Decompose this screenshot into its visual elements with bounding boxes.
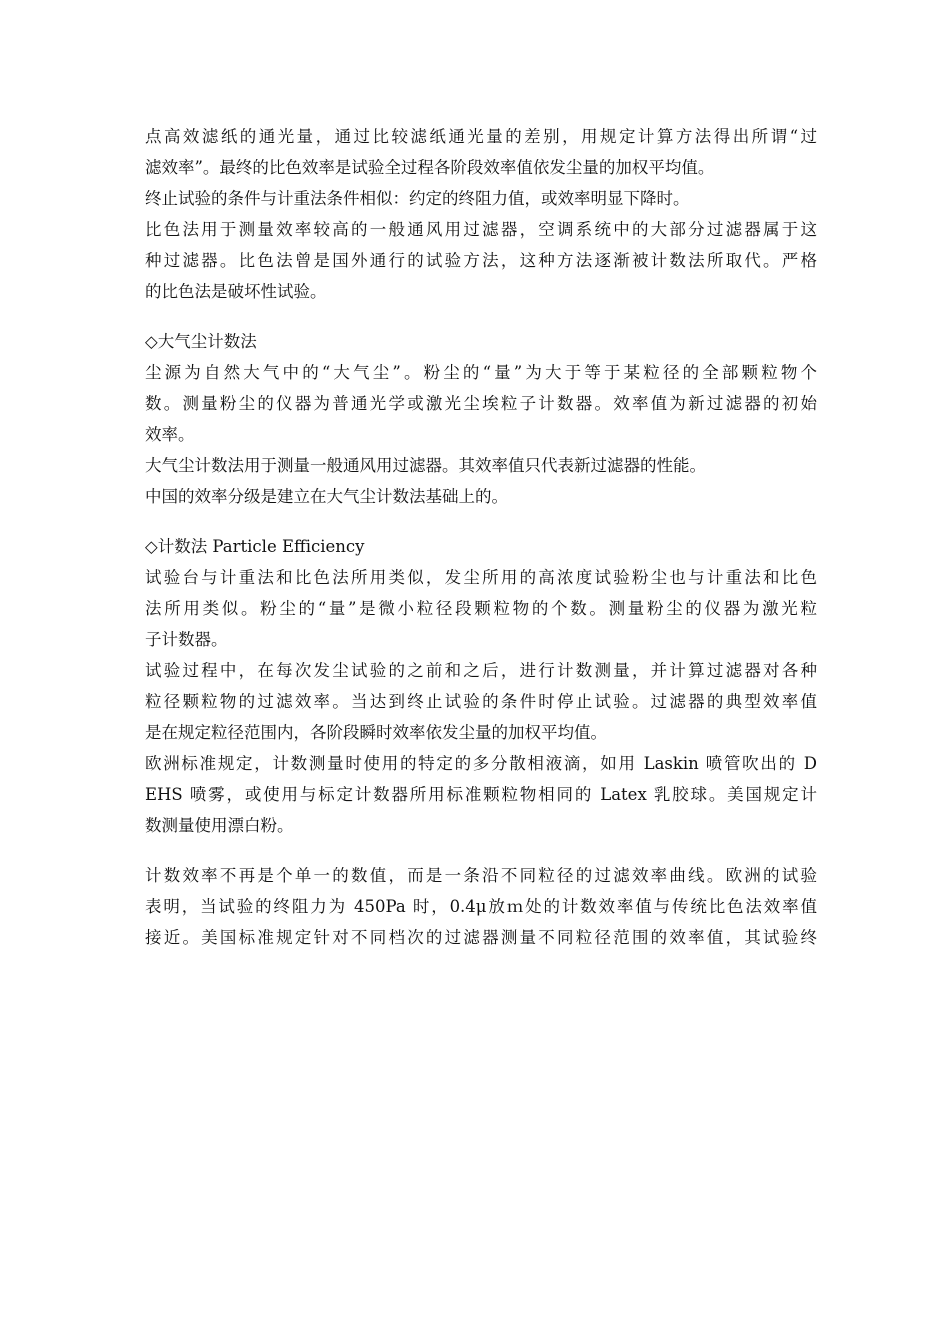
paragraph-termination-condition	[145, 183, 817, 214]
section-heading-particle-efficiency: ◇计数法 Particle Efficiency	[145, 537, 365, 556]
text-line: 比色法用于测量效率较高的一般通风用过滤器，空调系统中的大部分过滤器属于这	[145, 220, 817, 239]
paragraph-count-efficiency-curve	[145, 860, 817, 953]
paragraph-colorimetric-efficiency	[145, 121, 817, 183]
paragraph-spacer	[145, 841, 817, 860]
paragraph-atmospheric-dust-source	[145, 357, 817, 450]
document-body	[145, 121, 817, 953]
text-line: 法所用类似。粉尘的“量”是微小粒径段颗粒物的个数。测量粉尘的仪器为激光粒	[145, 599, 817, 618]
text-line: 接近。美国标准规定针对不同档次的过滤器测量不同粒径范围的效率值，其试验终	[145, 928, 817, 947]
text-line: 试验过程中，在每次发尘试验的之前和之后，进行计数测量，并计算过滤器对各种	[145, 661, 817, 680]
text-line: 数。测量粉尘的仪器为普通光学或激光尘埃粒子计数器。效率值为新过滤器的初始	[145, 394, 817, 413]
text-line: 表明，当试验的终阻力为 450Pa 时，0.4μ放ｍ处的计数效率值与传统比色法效率值	[145, 897, 817, 916]
paragraph-test-rig	[145, 562, 817, 655]
text-line: 子计数器。	[145, 630, 228, 649]
paragraph-spacer	[145, 307, 817, 326]
text-line: 欧洲标准规定，计数测量时使用的特定的多分散相液滴，如用 Laskin 喷管吹出的 D	[145, 754, 817, 773]
paragraph-test-process	[145, 655, 817, 748]
paragraph-atmospheric-dust-usage	[145, 450, 817, 481]
paragraph-china-classification	[145, 481, 817, 512]
text-line: 是在规定粒径范围内，各阶段瞬时效率依发尘量的加权平均值。	[145, 723, 607, 742]
text-line: 计数效率不再是个单一的数值，而是一条沿不同粒径的过滤效率曲线。欧洲的试验	[145, 866, 817, 885]
text-line: 种过滤器。比色法曾是国外通行的试验方法，这种方法逐渐被计数法所取代。严格	[145, 251, 817, 270]
text-line: 终止试验的条件与计重法条件相似：约定的终阻力值，或效率明显下降时。	[145, 189, 690, 208]
text-line: 粒径颗粒物的过滤效率。当达到终止试验的条件时停止试验。过滤器的典型效率值	[145, 692, 817, 711]
text-line: EHS 喷雾，或使用与标定计数器所用标准颗粒物相同的 Latex 乳胶球。美国规定计	[145, 785, 817, 804]
text-line: 的比色法是破坏性试验。	[145, 282, 327, 301]
text-line: 大气尘计数法用于测量一般通风用过滤器。其效率值只代表新过滤器的性能。	[145, 456, 706, 475]
text-line: 滤效率”。最终的比色效率是试验全过程各阶段效率值依发尘量的加权平均值。	[145, 158, 715, 177]
paragraph-spacer	[145, 512, 817, 531]
text-line: 中国的效率分级是建立在大气尘计数法基础上的。	[145, 487, 508, 506]
text-line: 尘源为自然大气中的“大气尘”。粉尘的“量”为大于等于某粒径的全部颗粒物个	[145, 363, 817, 382]
paragraph-colorimetric-usage	[145, 214, 817, 307]
section-heading-atmospheric-dust-count: ◇大气尘计数法	[145, 332, 257, 351]
text-line: 效率。	[145, 425, 195, 444]
text-line: 试验台与计重法和比色法所用类似，发尘所用的高浓度试验粉尘也与计重法和比色	[145, 568, 817, 587]
text-line: 点高效滤纸的通光量，通过比较滤纸通光量的差别，用规定计算方法得出所谓“过	[145, 127, 817, 146]
text-line: 数测量使用漂白粉。	[145, 816, 294, 835]
paragraph-european-standard	[145, 748, 817, 841]
